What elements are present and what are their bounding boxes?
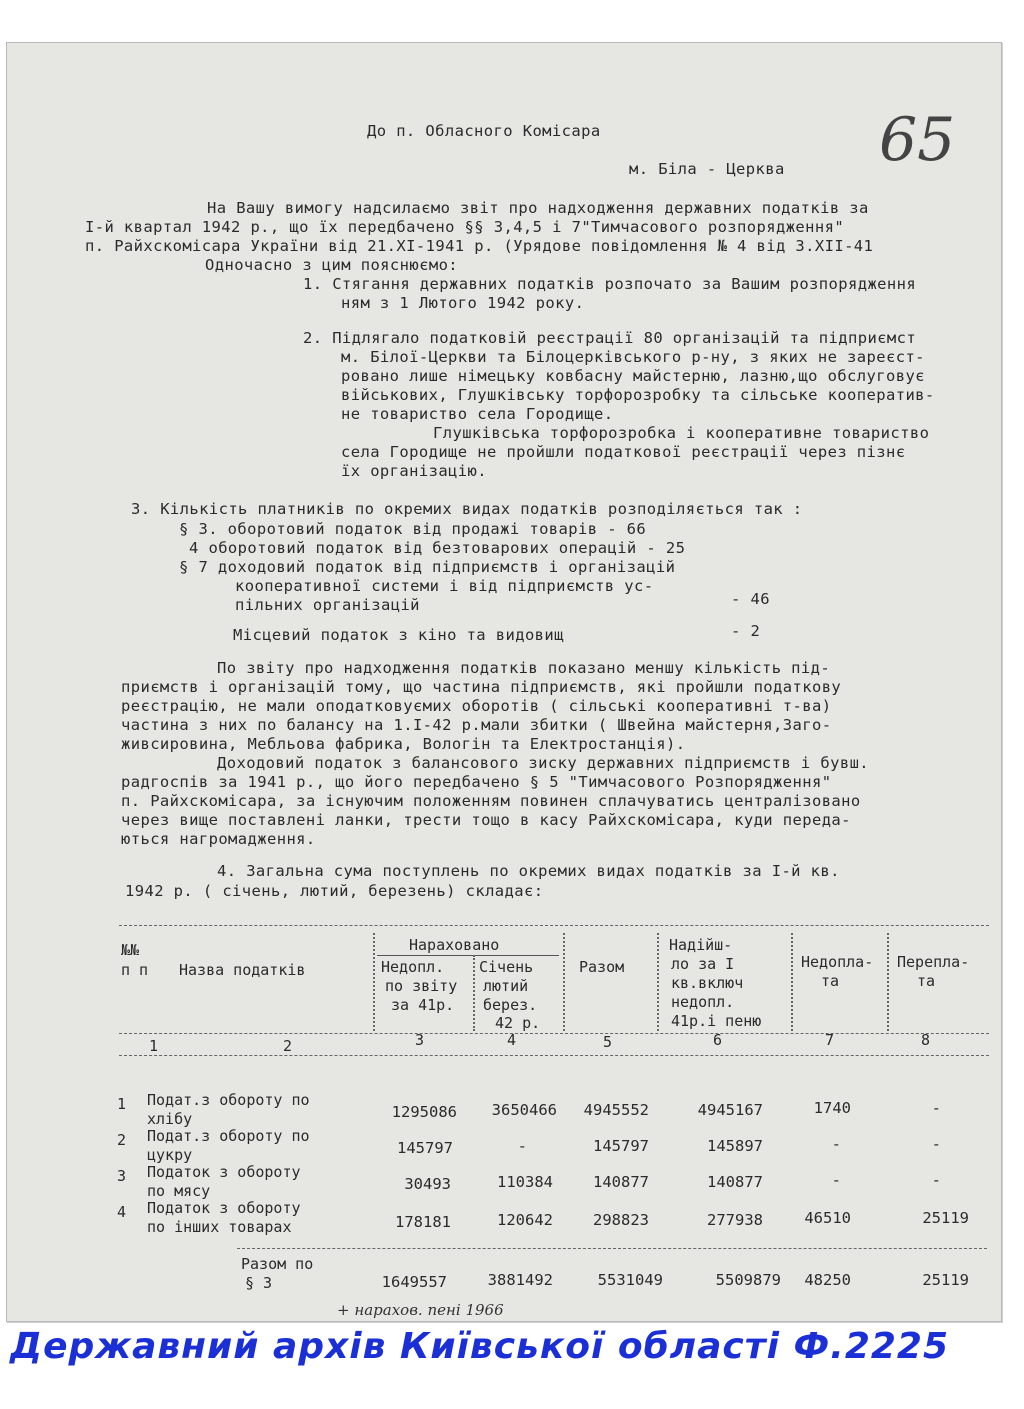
row-number: 2 xyxy=(117,1131,127,1149)
handwritten-note: + нарахов. пені 1966 xyxy=(337,1301,504,1319)
column-divider xyxy=(887,933,889,1031)
column-number: 3 xyxy=(415,1031,425,1049)
point2-note-line: їх організацію. xyxy=(341,462,487,480)
cell-overpaid: - xyxy=(931,1171,941,1189)
explanation-line: через вище поставлені ланки, трести тощо в касу Райхскомісара, куди переда- xyxy=(121,811,851,829)
table-top-rule xyxy=(119,925,989,926)
point4-line: 1942 р. ( січень, лютий, березень) складає: xyxy=(125,882,544,900)
explanation-line: По звіту про надходження податків показано меншу кількість під- xyxy=(217,659,831,677)
cell-total: 4945552 xyxy=(583,1101,649,1119)
header-name: Назва податків xyxy=(179,961,306,979)
cell-total: 145797 xyxy=(593,1137,649,1155)
cell-jan-mar: 110384 xyxy=(497,1173,553,1191)
point2-line: 2. Підлягало податковій реєстрації 80 організацій та підприємст xyxy=(303,329,917,347)
point3-title: 3. Кількість платників по окремих видах податків розподіляється так : xyxy=(131,500,803,518)
row-name: по інших товарах xyxy=(147,1218,292,1236)
point3-line: § 7 доходовий податок від підприємств і організацій xyxy=(179,558,676,576)
row-name: хлібу xyxy=(147,1110,193,1128)
explanation-line: приємств і організацій тому, що частина підприємств, які пройшли податкову xyxy=(121,678,842,696)
column-number: 1 xyxy=(149,1037,159,1055)
header-num: п п xyxy=(121,961,149,979)
cell-overpaid: 25119 xyxy=(922,1209,969,1227)
column-divider xyxy=(657,933,659,1031)
intro-line: п. Райхскомісара України від 21.ХІ-1941 р. (Урядове повідомлення № 4 від 3.ХІІ-41 xyxy=(85,237,874,255)
total-overpaid: 25119 xyxy=(922,1271,969,1289)
row-name: по мясу xyxy=(147,1182,211,1200)
total-label: Разом по xyxy=(241,1255,314,1273)
point1-line: ням з 1 Лютого 1942 року. xyxy=(341,294,585,312)
cell-underpaid: - xyxy=(831,1171,841,1189)
table-total-rule xyxy=(237,1248,987,1249)
explanation-line: реєстрацію, не мали оподатковуємих оборотів ( сільські кооперативні т-ва) xyxy=(121,697,832,715)
header-received: Надійш- xyxy=(669,936,733,954)
cell-underpaid: 46510 xyxy=(804,1209,851,1227)
row-name: Подат.з обороту по xyxy=(147,1091,310,1109)
document-sheet xyxy=(6,42,1002,1322)
cell-total: 140877 xyxy=(593,1173,649,1191)
point3-line: пільних організацій xyxy=(235,596,420,614)
point3-line: 4 оборотовий податок від безтоварових операцій - 25 xyxy=(189,539,686,557)
row-name: цукру xyxy=(147,1146,193,1164)
header-received: 41р.і пеню xyxy=(671,1012,762,1030)
intro-line: І-й квартал 1942 р., що їх передбачено §§ 3,4,5 і 7"Тимчасового розпорядження" xyxy=(85,218,845,236)
row-number: 4 xyxy=(117,1203,127,1221)
column-number: 8 xyxy=(921,1031,931,1049)
cell-arrears: 178181 xyxy=(395,1213,451,1231)
point3-line: § 3. оборотовий податок від продажі товарів - 66 xyxy=(179,520,647,538)
column-number: 5 xyxy=(603,1033,613,1051)
row-name: Подат.з обороту по xyxy=(147,1127,310,1145)
point2-line: військових, Глушківську торфорозробку та сільське кооператив- xyxy=(341,386,935,404)
cell-jan-mar: - xyxy=(517,1137,527,1155)
total-arrears: 1649557 xyxy=(381,1273,447,1291)
point3-count: - 2 xyxy=(731,622,761,640)
point2-note-line: Глушківська торфорозробка і кооперативне товариство xyxy=(433,424,930,442)
row-number: 1 xyxy=(117,1095,127,1113)
header-underpaid: Недопла- xyxy=(801,953,874,971)
total-total: 5531049 xyxy=(597,1271,663,1289)
intro-line: На Вашу вимогу надсилаємо звіт про надходження державних податків за xyxy=(207,199,869,217)
cell-jan-mar: 120642 xyxy=(497,1211,553,1229)
column-number: 7 xyxy=(825,1031,835,1049)
cell-underpaid: - xyxy=(831,1135,841,1153)
column-divider xyxy=(563,933,565,1031)
point2-line: м. Білої-Церкви та Білоцерківського р-ну, з яких не зареєст- xyxy=(341,348,925,366)
row-name: Податок з обороту xyxy=(147,1163,301,1181)
column-divider xyxy=(791,933,793,1031)
cell-arrears: 30493 xyxy=(404,1175,451,1193)
total-label: § 3 xyxy=(245,1274,273,1292)
row-name: Податок з обороту xyxy=(147,1199,301,1217)
total-received: 5509879 xyxy=(715,1271,781,1289)
column-number: 4 xyxy=(507,1031,517,1049)
explanation-line: радгоспів за 1941 р., що його передбачено § 5 "Тимчасового Розпорядження" xyxy=(121,773,832,791)
header-num: №№ xyxy=(121,941,140,959)
header-jan-mar: 42 р. xyxy=(495,1014,541,1032)
header-received: кв.включ xyxy=(671,974,744,992)
row-number: 3 xyxy=(117,1167,127,1185)
header-underpaid: та xyxy=(821,972,840,990)
explanation-line: живсировина, Мебльова фабрика, Вологін та Електростанція). xyxy=(121,735,686,753)
cell-jan-mar: 3650466 xyxy=(491,1101,557,1119)
explanation-line: п. Райхскомісара, за існуючим положенням повинен сплачуватись централізовано xyxy=(121,792,861,810)
cell-received: 277938 xyxy=(707,1211,763,1229)
column-number: 6 xyxy=(713,1031,723,1049)
cell-overpaid: - xyxy=(931,1099,941,1117)
charged-underline xyxy=(377,955,559,956)
cell-underpaid: 1740 xyxy=(813,1099,851,1117)
point1-line: 1. Стягання державних податків розпочато за Вашим розпорядження xyxy=(303,275,917,293)
header-arrears: Недопл. xyxy=(381,958,445,976)
column-divider xyxy=(473,955,475,1031)
cell-overpaid: - xyxy=(931,1135,941,1153)
header-total: Разом xyxy=(579,958,625,976)
archive-caption: Державний архів Київської області Ф.2225 xyxy=(10,1326,950,1367)
cell-received: 145897 xyxy=(707,1137,763,1155)
header-received: недопл. xyxy=(671,993,735,1011)
header-jan-mar: берез. xyxy=(483,996,538,1014)
cell-received: 4945167 xyxy=(697,1101,763,1119)
point3-count: - 46 xyxy=(731,590,770,608)
header-charged: Нараховано xyxy=(409,936,500,954)
intro-line: Одночасно з цим пояснюємо: xyxy=(205,256,459,274)
handwritten-page-number: 65 xyxy=(879,105,956,175)
explanation-line: частина з них по балансу на 1.І-42 р.мали збитки ( Швейна майстерня,Заго- xyxy=(121,716,832,734)
cell-arrears: 145797 xyxy=(397,1139,453,1157)
header-overpaid: та xyxy=(917,972,936,990)
header-overpaid: Перепла- xyxy=(897,953,970,971)
column-number: 2 xyxy=(283,1037,293,1055)
total-jan-mar: 3881492 xyxy=(487,1271,553,1289)
header-received: ло за І xyxy=(671,955,735,973)
column-divider xyxy=(373,933,375,1031)
header-jan-mar: Січень xyxy=(479,958,534,976)
explanation-line: ються нагромадження. xyxy=(121,830,316,848)
city: м. Біла - Церква xyxy=(629,160,785,178)
table-colnum-rule xyxy=(119,1055,989,1056)
point2-note-line: села Городище не пройшли податкової реєстрації через пізнє xyxy=(341,443,906,461)
cell-arrears: 1295086 xyxy=(391,1103,457,1121)
table-header-rule xyxy=(119,1033,989,1034)
total-underpaid: 48250 xyxy=(804,1271,851,1289)
point3-line: кооперативної системи і від підприємств ус- xyxy=(235,577,654,595)
cell-received: 140877 xyxy=(707,1173,763,1191)
point2-line: ровано лише німецьку ковбасну майстерню, лазню,що обслуговує xyxy=(341,367,925,385)
header-arrears: по звіту xyxy=(385,977,458,995)
point4-line: 4. Загальна сума поступлень по окремих видах податків за І-й кв. xyxy=(217,862,840,880)
point2-line: не товариство села Городище. xyxy=(341,405,614,423)
header-jan-mar: лютий xyxy=(483,977,529,995)
cell-total: 298823 xyxy=(593,1211,649,1229)
explanation-line: Доходовий податок з балансового зиску державних підприємств і бувш. xyxy=(217,754,870,772)
point3-line: Місцевий податок з кіно та видовищ xyxy=(233,626,564,644)
header-arrears: за 41р. xyxy=(391,996,455,1014)
addressee: До п. Обласного Комісара xyxy=(367,122,601,140)
